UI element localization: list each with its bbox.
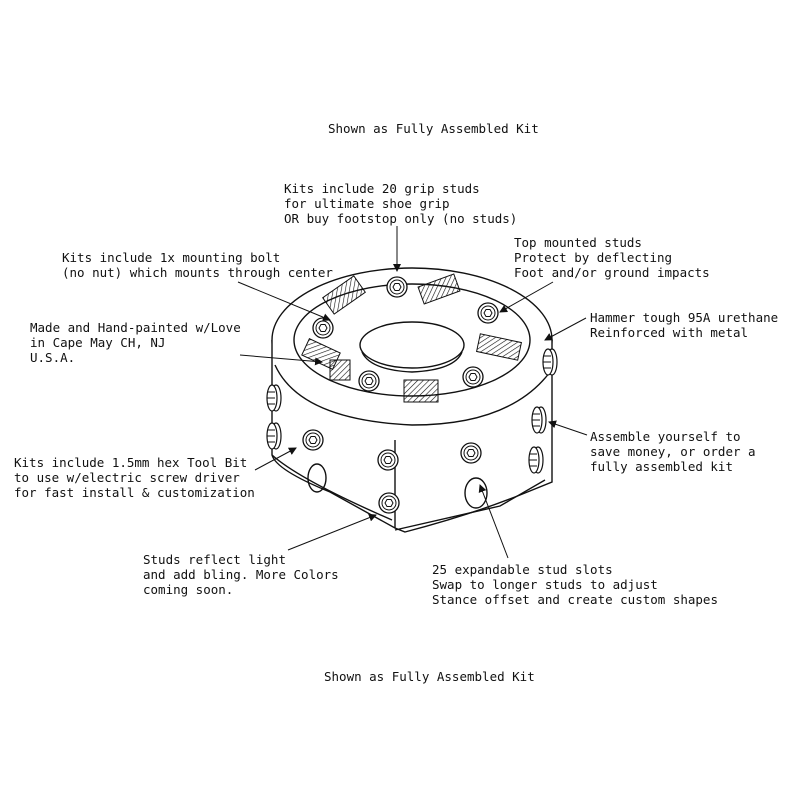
callout-line: Foot and/or ground impacts — [514, 265, 710, 280]
callout-line: Hammer tough 95A urethane — [590, 310, 779, 325]
callout-line: for ultimate shoe grip — [284, 196, 450, 211]
callout-line: Studs reflect light — [143, 552, 286, 567]
callout-line: for fast install & customization — [14, 485, 255, 500]
callout-line: Reinforced with metal — [590, 325, 749, 340]
title-top: Shown as Fully Assembled Kit — [328, 121, 539, 136]
callout-line: Kits include 20 grip studs — [284, 181, 480, 196]
callout-line: Protect by deflecting — [514, 250, 673, 265]
callout-line: OR buy footstop only (no studs) — [284, 211, 518, 226]
callout-line: Made and Hand-painted w/Love — [30, 320, 241, 335]
callout-line: coming soon. — [143, 582, 234, 597]
callout-line: Assemble yourself to — [590, 429, 741, 444]
callout-line: Kits include 1.5mm hex Tool Bit — [14, 455, 248, 470]
callout-line: Stance offset and create custom shapes — [432, 592, 718, 607]
callout-line: to use w/electric screw driver — [14, 470, 240, 485]
callout-line: Top mounted studs — [514, 235, 642, 250]
callout-line: U.S.A. — [30, 350, 76, 365]
callout-line: (no nut) which mounts through center — [62, 265, 333, 280]
callout-line: and add bling. More Colors — [143, 567, 339, 582]
callout-line: Swap to longer studs to adjust — [432, 577, 658, 592]
callout-line: save money, or order a — [590, 444, 756, 459]
callout-line: fully assembled kit — [590, 459, 733, 474]
callout-line: Kits include 1x mounting bolt — [62, 250, 281, 265]
callout-line: 25 expandable stud slots — [432, 562, 613, 577]
callout-line: in Cape May CH, NJ — [30, 335, 166, 350]
title-bottom: Shown as Fully Assembled Kit — [324, 669, 535, 684]
